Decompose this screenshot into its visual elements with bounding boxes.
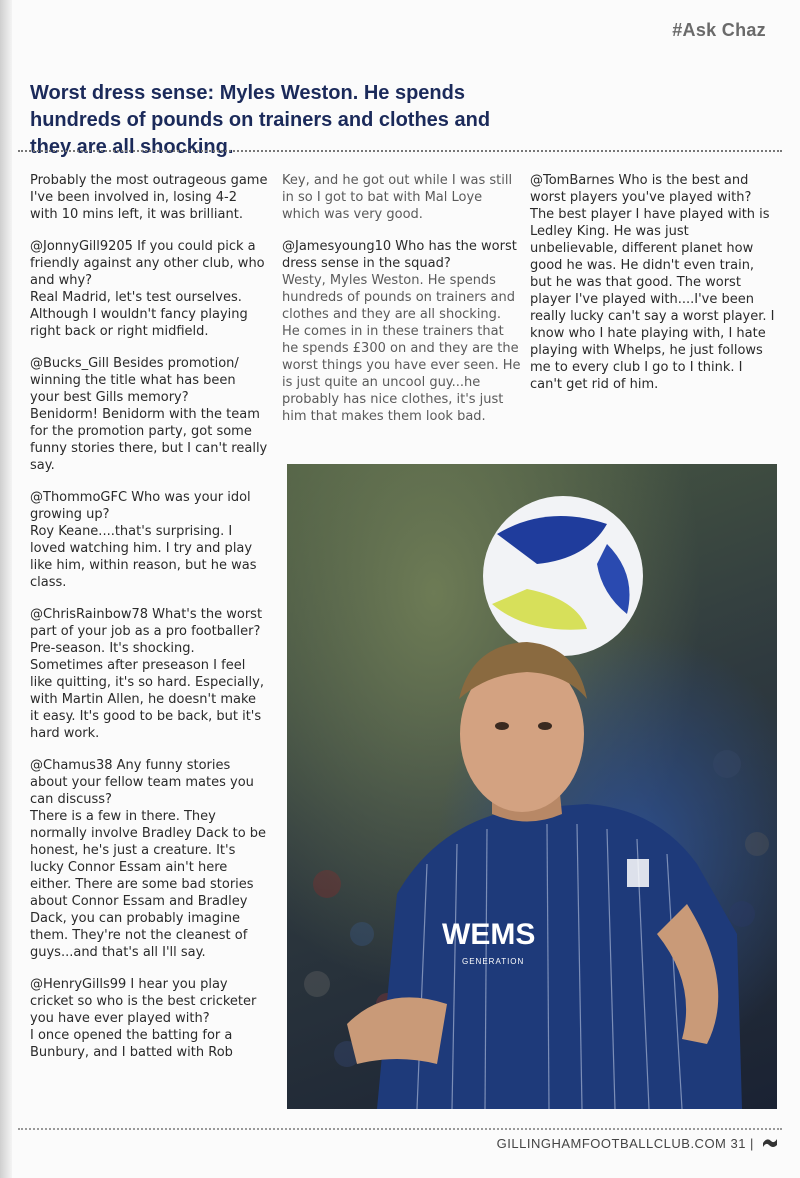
twitter-handle: @HenryGills99 — [30, 977, 127, 992]
gills-logo-icon — [762, 1136, 778, 1150]
qa-entry — [30, 757, 268, 961]
footer-page-number: 31 — [730, 1136, 746, 1151]
column-2 — [282, 172, 522, 440]
qa-entry — [30, 238, 268, 340]
qa-entry — [530, 172, 775, 393]
question-text: Besides promotion/ winning the title what has been your best Gills memory? — [30, 356, 239, 405]
twitter-handle: @Chamus38 — [30, 758, 113, 773]
question-text: Any funny stories about your fellow team mates you can discuss? — [30, 758, 254, 807]
twitter-handle: @ThommoGFC — [30, 490, 128, 505]
qa-entry — [30, 976, 268, 1061]
twitter-handle: @JonnyGill9205 — [30, 239, 133, 254]
question-text: If you could pick a friendly against any other club, who and why? — [30, 239, 265, 288]
twitter-handle: @Bucks_Gill — [30, 356, 110, 371]
column-1 — [30, 172, 268, 1076]
question-text: What's the worst part of your job as a pro footballer? — [30, 607, 263, 639]
question-text: Who is the best and worst players you've played with? — [530, 173, 752, 205]
answer-text: Real Madrid, let's test ourselves. Although I wouldn't fancy playing right back or right midfield. — [30, 290, 248, 339]
shirt-sponsor-sub: GENERATION — [462, 957, 525, 966]
answer-text: The best player I have played with is Ledley King. He was just unbelievable, different planet how good he was. He didn't even train, but he was that good. The worst player I've played with....I've been really lucky can't say a worst player. I know who I hate playing with, I hate playing with Whelps, he just follows me to every club I go to I think. I can't get rid of him. — [530, 207, 775, 392]
football-icon — [483, 496, 643, 656]
answer-text: Benidorm! Benidorm with the team for the promotion party, got some funny stories there, but I can't really say. — [30, 407, 268, 473]
answer-text: There is a few in there. They normally involve Bradley Dack to be honest, he's just a creature. It's lucky Connor Essam ain't here either. There are some bad stories about Connor Essam and Bradley Dack, you can probably imagine them. They're not the cleanest of guys...and that's all I'll say. — [30, 809, 267, 960]
qa-entry — [282, 172, 522, 223]
answer-text: Key, and he got out while I was still in so I got to bat with Mal Loye which was very good. — [282, 173, 513, 222]
section-tag: #Ask Chaz — [672, 20, 766, 40]
footer-separator: | — [749, 1136, 754, 1151]
answer-text: I once opened the batting for a Bunbury, and I batted with Rob — [30, 1028, 233, 1060]
answer-text: Roy Keane....that's surprising. I loved watching him. I try and play like him, within reason, but he was class. — [30, 524, 257, 590]
qa-entry — [30, 355, 268, 474]
answer-text: Pre-season. It's shocking. Sometimes after preseason I feel like quitting, it's so hard. Especially, with Martin Allen, he doesn't make it easy. It's good to be back, but it's hard work. — [30, 641, 264, 741]
twitter-handle: @TomBarnes — [530, 173, 615, 188]
footer — [497, 1136, 778, 1151]
column-3 — [530, 172, 775, 408]
qa-entry — [30, 606, 268, 742]
question-text: I hear you play cricket so who is the best cricketer you have ever played with? — [30, 977, 257, 1026]
qa-entry — [30, 172, 268, 223]
qa-entry — [30, 489, 268, 591]
player-photo — [287, 464, 777, 1109]
footer-site: GILLINGHAMFOOTBALLCLUB.COM — [496, 1136, 727, 1151]
pull-quote: Worst dress sense: Myles Weston. He spends hundreds of pounds on trainers and clothes and they are all shocking. — [30, 82, 491, 158]
footer-dotted-divider — [18, 1128, 782, 1130]
question-text: Who has the worst dress sense in the squad? — [282, 239, 517, 271]
shirt-sponsor: WEMS — [442, 918, 536, 951]
club-badge-icon — [627, 859, 649, 887]
page-edge — [0, 0, 12, 1178]
twitter-handle: @ChrisRainbow78 — [30, 607, 148, 622]
answer-text: Westy, Myles Weston. He spends hundreds of pounds on trainers and clothes and they are all shocking. He comes in in these trainers that he spends £300 on and they are the worst things you have ever seen. He is just quite an uncool guy...he probably has nice clothes, it's just him that makes them look bad. — [282, 273, 521, 424]
qa-entry — [282, 238, 522, 425]
twitter-handle: @Jamesyoung10 — [282, 239, 392, 254]
dotted-divider — [18, 150, 782, 152]
answer-text: Probably the most outrageous game I've been involved in, losing 4-2 with 10 mins left, it was brilliant. — [30, 173, 268, 222]
player-photo-illustration — [287, 464, 777, 1109]
question-text: Who was your idol growing up? — [30, 490, 251, 522]
